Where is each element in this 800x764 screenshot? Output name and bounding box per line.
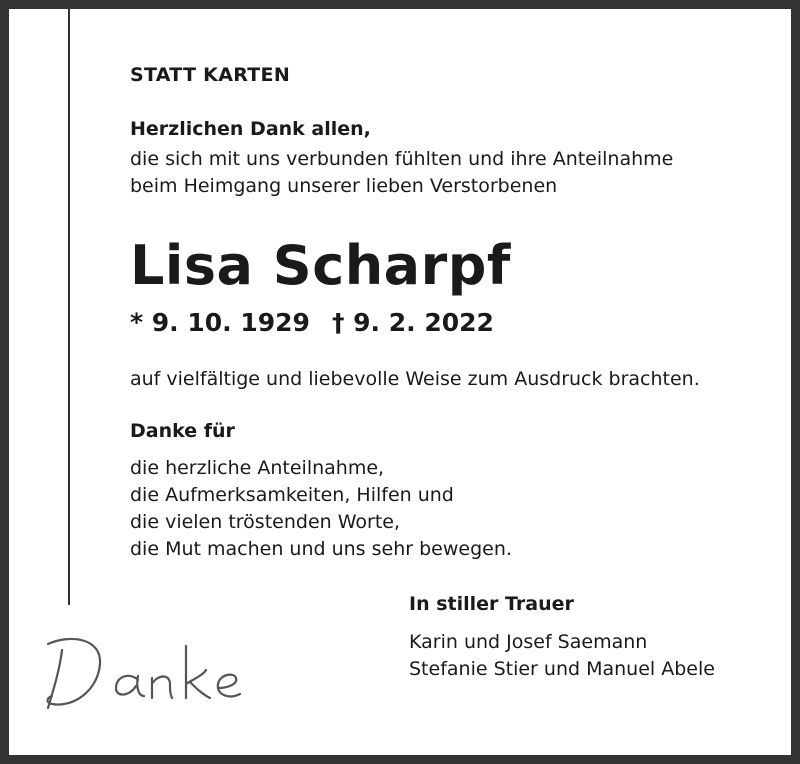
notice-header: STATT KARTEN [130,64,291,86]
mourner-name: Stefanie Stier und Manuel Abele [409,658,715,680]
intro-text [130,146,673,200]
thanks-line: die Mut machen und uns sehr bewegen. [130,538,512,560]
deceased-name: Lisa Scharpf [130,234,511,297]
danke-signature [40,628,280,718]
thanks-line: die Aufmerksamkeiten, Hilfen und [130,484,454,506]
thanks-heading: Danke für [130,420,235,442]
birth-date: * 9. 10. 1929 [130,308,310,337]
thanks-line: die herzliche Anteilnahme, [130,457,385,479]
thanks-list [130,455,512,563]
intro-heading: Herzlichen Dank allen, [130,118,371,140]
mourner-name: Karin und Josef Saemann [409,631,648,653]
intro-line: die sich mit uns verbunden fühlten und ihre Anteilnahme [130,148,674,170]
expression-text: auf vielfältige und liebevolle Weise zum Ausdruck brachten. [130,368,700,390]
thanks-line: die vielen tröstenden Worte, [130,511,400,533]
life-dates [130,308,494,337]
mourning-heading: In stiller Trauer [409,593,574,615]
vertical-rule [68,9,70,605]
intro-line: beim Heimgang unserer lieben Verstorbenen [130,175,558,197]
mourners-list [409,629,715,683]
death-date: † 9. 2. 2022 [331,308,494,337]
